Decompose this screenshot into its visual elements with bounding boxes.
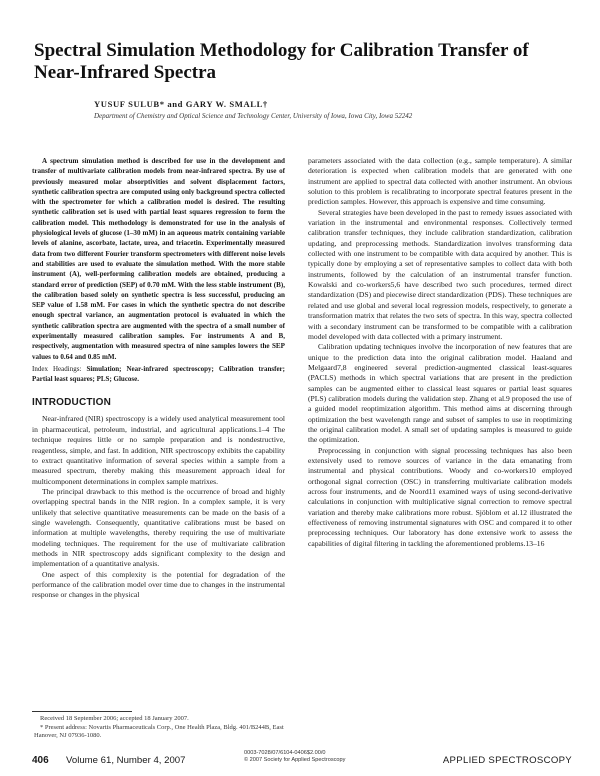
left-column	[32, 156, 285, 601]
copyright-line: © 2007 Society for Applied Spectroscopy	[244, 757, 346, 764]
footnotes	[34, 715, 284, 741]
body-paragraph: Several strategies have been developed in the past to remedy issues associated with variation in the instrumental and environmental responses. Collectively termed calibration transfer techniques, they include calibration standardization, calibration updating, and preprocessing methods. Standardization involves transforming data collected with one instrument to be compatible with data acquired by another. This is typically done by employing a set of representative samples to collect data with both instruments, followed by the calculation of an instrumental transfer function. Kowalski and co-workers5,6 have described two such procedures, termed direct standardization (DS) and piecewise direct standardization (PDS). These techniques are related and use global and several local regression models, respectively, to generate a transformation matrix that relates the two sets of spectra. In this way, spectra collected with a secondary instrument can be transformed to be compatible with a calibration model developed with data collected with a primary instrument.	[308, 207, 572, 341]
introduction-heading: INTRODUCTION	[32, 397, 112, 409]
received-note: Received 18 September 2006; accepted 18 January 2007.	[40, 715, 189, 722]
index-headings-label: Index Headings:	[32, 364, 82, 373]
body-paragraph: Calibration updating techniques involve the incorporation of new features that are unique to the prediction data into the original calibration model. Haaland and Melgaard7,8 engineered several prediction-augmented classical least-squares (PACLS) methods in which spectral variations that are present in the prediction samples can be augmented either to classical least squares or partial least squares (PLS) calibration models during the validation step. Zhang et al.9 proposed the use of a guided model reoptimization algorithm. This method aims at discerning through optimization the best wavelength range and subset of samples to use in reoptimizing the original calibration model. A small set of updating samples is measured to guide the optimization.	[308, 342, 572, 445]
abstract-text: A spectrum simulation method is described for use in the development and transfer of multivariate calibration models from near-infrared spectra. By use of previously measured molar absorptivities and solvent displacement factors, synthetic calibration spectra are computed using only background spectra collected with the spectrometer for which a calibration model is desired. The resulting synthetic calibration set is used with partial least squares regression to form the calibration model. This methodology is demonstrated for use in the analysis of physiological levels of glucose (1–30 mM) in an aqueous matrix containing variable levels of alanine, ascorbate, lactate, urea, and triacetin. Experimentally measured data from two different Fourier transform spectrometers with different noise levels and stabilities are used to evaluate the simulation method. With the more stable instrument (A), well-performing calibration models are obtained, producing a standard error of prediction (SEP) of 0.70 mM. With the less stable instrument (B), the calibration based solely on synthetic spectra is less successful, producing an SEP value of 1.58 mM. For cases in which the synthetic spectra do not describe enough spectral variance, an augmentation protocol is evaluated in which the synthetic calibration spectra are augmented with the spectra of a small number of experimentally measured calibration samples. For instruments A and B, respectively, augmentation with measured spectra of nine samples lowers the SEP values to 0.64 and 0.85 mM.	[32, 157, 285, 361]
article-authors: YUSUF SULUB* and GARY W. SMALL†	[94, 99, 268, 109]
index-headings-terms: Simulation; Near-infrared spectroscopy; Calibration transfer; Partial least squares; PLS; Glucose.	[32, 364, 285, 383]
body-paragraph: parameters associated with the data collection (e.g., sample temperature). A similar deterioration is expected when calibration models that are generated with one instrument are applied to spectral data collected with another instrument. An obvious solution to this problem is recalibrating to incorporate spectral features present in the prediction samples. However, this approach is expensive and time consuming.	[308, 156, 572, 207]
present-address-note: * Present address: Novartis Pharmaceuticals Corp., One Health Plaza, Bldg. 401/B244B, East Hanover, NJ 07936-1080.	[34, 723, 284, 740]
journal-name: APPLIED SPECTROSCOPY	[442, 755, 572, 766]
article-title: Spectral Simulation Methodology for Calibration Transfer of Near-Infrared Spectra	[34, 40, 529, 83]
intro-paragraph: One aspect of this complexity is the potential for degradation of the performance of the calibration model over time due to changes in the instrumental response or changes in the physical	[32, 569, 285, 600]
body-paragraph: Preprocessing in conjunction with signal processing techniques has also been extensively used to remove sources of variance in the data emanating from instrumental and physical contributions. Woody and co-workers10 employed orthogonal signal correction (OSC) in transferring multivariate calibration models across four instruments, and de Noord11 examined ways of using second-derivative calculations in conjunction with multiplicative signal correction to remove spectral variation and thereby make calibrations more robust. Sjöblom et al.12 illustrated the effectiveness of removing instrumental signatures with OSC and compared it to other preprocessing techniques. Our laboratory has done extensive work to assess the capabilities of digital filtering in tackling the aforementioned problems.13–16	[308, 445, 572, 548]
page-footer	[32, 750, 572, 769]
intro-paragraph: The principal drawback to this method is the occurrence of broad and highly overlapping spectral bands in the NIR region. In a complex sample, it is very unlikely that selective quantitative measurements can be made on the basis of a single wavelength. Consequently, quantitative calibrations must be based on information at multiple wavelengths, thereby requiring the use of multivariate modeling techniques. The requirement for the use of multivariate calibration methods in NIR spectroscopy adds significant complexity to the design and implementation of a quantitative analysis.	[32, 486, 285, 569]
abstract	[32, 156, 285, 362]
right-column	[308, 156, 572, 549]
index-headings	[32, 365, 285, 384]
author-affiliation: Department of Chemistry and Optical Science and Technology Center, University of Iowa, Iowa City, Iowa 52242	[94, 112, 413, 120]
volume-issue: Volume 61, Number 4, 2007	[66, 755, 186, 766]
page-number: 406	[32, 755, 49, 766]
footnote-divider	[32, 711, 132, 712]
article-code: 0003-7028/07/6104-0406$2.00/0	[244, 750, 326, 756]
intro-paragraph: Near-infrared (NIR) spectroscopy is a widely used analytical measurement tool in pharmaceutical, petroleum, industrial, and agricultural applications.1–4 The technique requires little or no sample preparation and is nondestructive, reagentless, simple, and fast. In addition, NIR spectroscopy exhibits the capability to extract quantitative information of several species within a sample from a measured spectrum, thereby making this measurement approach ideal for multicomponent determinations in complex sample matrixes.	[32, 414, 285, 486]
copyright-block	[244, 750, 345, 765]
